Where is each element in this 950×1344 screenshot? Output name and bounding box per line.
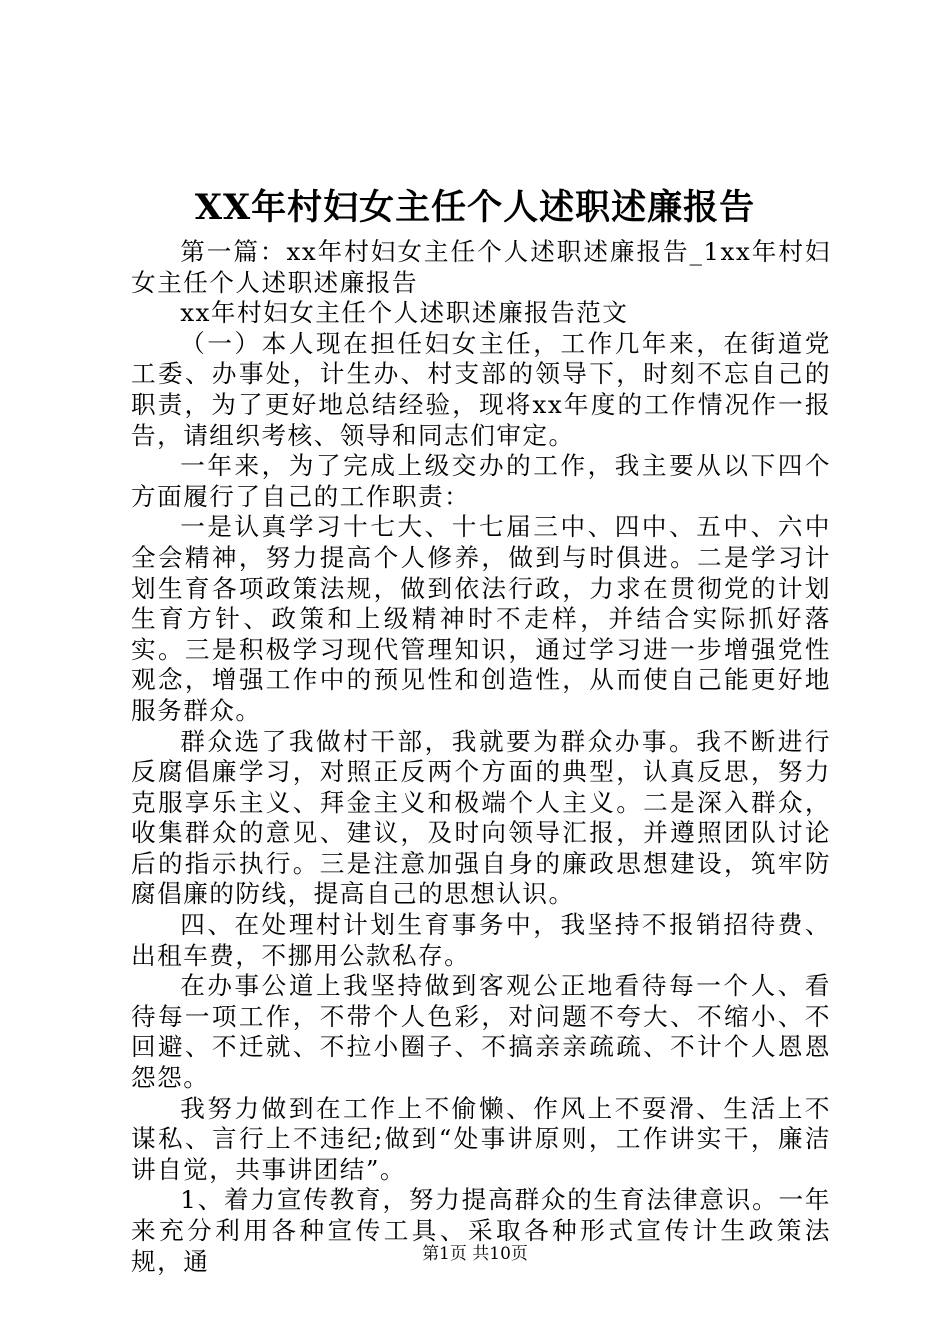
paragraph: 四、在处理村计划生育事务中，我坚持不报销招待费、出租车费，不挪用公款私存。	[131, 910, 831, 970]
paragraph: 群众选了我做村干部，我就要为群众办事。我不断进行反腐倡廉学习，对照正反两个方面的典型，认真反思，努力克服享乐主义、拜金主义和极端个人主义。二是深入群众，收集群众的意见、建议，及时向领导汇报，并遵照团队讨论后的指示执行。三是注意加强自身的廉政思想建设，筑牢防腐倡廉的防线，提高自己的思想认识。	[131, 726, 831, 909]
page-number-footer: 第1页 共10页	[422, 1244, 528, 1264]
paragraph: 一是认真学习十七大、十七届三中、四中、五中、六中全会精神，努力提高个人修养，做到与时俱进。二是学习计划生育各项政策法规，做到依法行政，力求在贯彻党的计划生育方针、政策和上级精神时不走样，并结合实际抓好落实。三是积极学习现代管理知识，通过学习进一步增强党性观念，增强工作中的预见性和创造性，从而使自己能更好地服务群众。	[131, 512, 831, 725]
paragraph: 在办事公道上我坚持做到客观公正地看待每一个人、看待每一项工作，不带个人色彩，对问题不夸大、不缩小、不回避、不迁就、不拉小圈子、不搞亲亲疏疏、不计个人恩恩怨怨。	[131, 971, 831, 1093]
paragraph: 第一篇：xx年村妇女主任个人述职述廉报告_1xx年村妇女主任个人述职述廉报告	[131, 237, 831, 297]
paragraph: 1、着力宣传教育，努力提高群众的生育法律意识。一年来充分利用各种宣传工具、采取各种形式宣传计生政策法规，通	[131, 1185, 831, 1276]
paragraph: xx年村妇女主任个人述职述廉报告范文	[180, 298, 629, 328]
document-body	[131, 237, 831, 1277]
paragraph: 我努力做到在工作上不偷懒、作风上不耍滑、生活上不谋私、言行上不违纪;做到“处事讲原则，工作讲实干，廉洁讲自觉，共事讲团结”。	[131, 1093, 831, 1184]
paragraph: （一）本人现在担任妇女主任，工作几年来，在街道党工委、办事处，计生办、村支部的领导下，时刻不忘自己的职责，为了更好地总结经验，现将xx年度的工作情况作一报告，请组织考核、领导和同志们审定。	[131, 328, 831, 450]
paragraph: 一年来，为了完成上级交办的工作，我主要从以下四个方面履行了自己的工作职责：	[131, 451, 831, 511]
document-title: XX年村妇女主任个人述职述廉报告	[194, 187, 756, 228]
